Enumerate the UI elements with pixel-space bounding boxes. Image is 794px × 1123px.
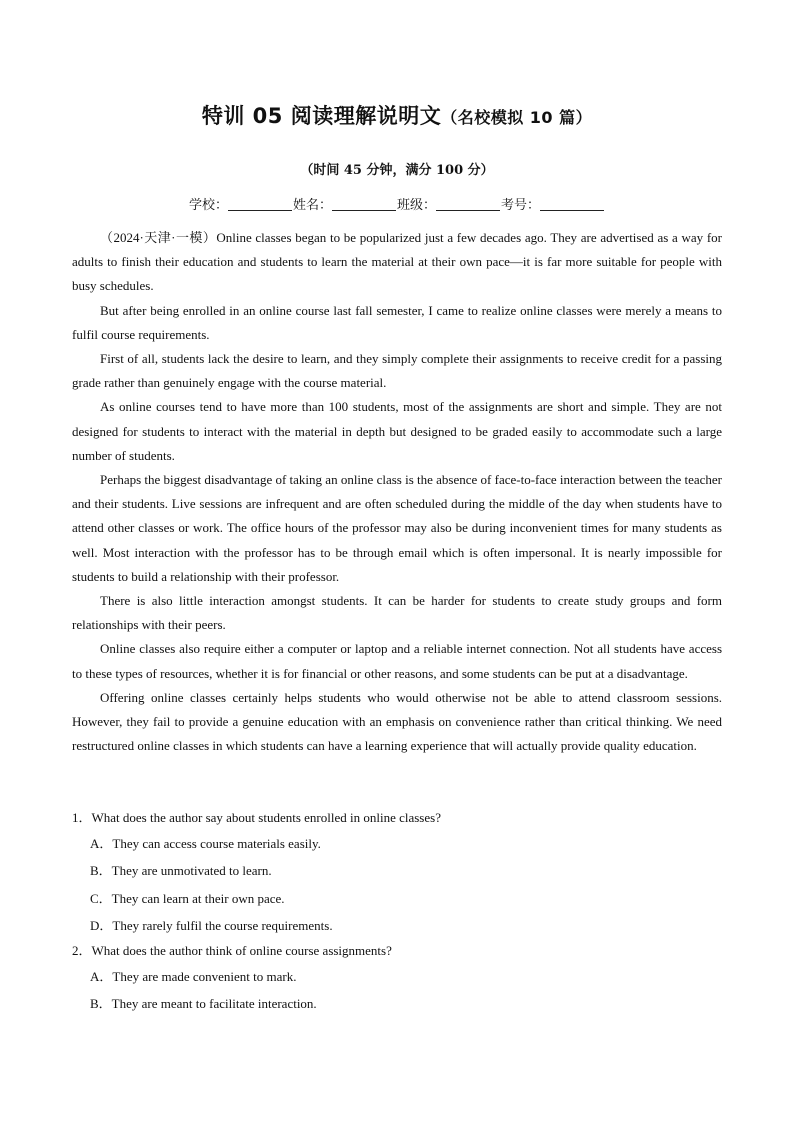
name-label: 姓名： [292,198,332,213]
school-label: 学校： [188,198,228,213]
question-1-option-b[interactable]: B．They are unmotivated to learn. [90,863,272,879]
title-main: 特训 05 阅读理解说明文 [201,104,442,128]
class-blank[interactable] [436,196,500,211]
reading-passage [72,226,722,758]
name-blank[interactable] [332,196,396,211]
class-label: 班级： [397,198,437,213]
passage-paragraph: Offering online classes certainly helps students who would otherwise not be able to attend classroom sessions. However, they fail to provide a genuine education with an emphasis on convenience rather than critical thinking. We need restructured online classes in which students can have a learning experience that will actually provide quality education. [72,689,722,754]
question-2-option-a[interactable]: A．They are made convenient to mark. [90,969,297,985]
passage-paragraph: But after being enrolled in an online course last fall semester, I came to realize online classes were merely a means to fulfil course requirements. [72,302,722,342]
passage-source: （2024·天津·一模） [100,230,217,245]
school-blank[interactable] [228,196,292,211]
time-limit: （时间 45 分钟，满分 100 分） [300,163,494,178]
question-1-stem: 1．What does the author say about students enrolled in online classes? [72,810,441,825]
exam-number-blank[interactable] [540,196,604,211]
passage-paragraph: First of all, students lack the desire to learn, and they simply complete their assignments to receive credit for a passing grade rather than genuinely engage with the course material. [72,351,722,391]
passage-paragraph: Perhaps the biggest disadvantage of taking an online class is the absence of face-to-face interaction between the teacher and their students. Live sessions are infrequent and are often scheduled during the middle of the day when students have to attend other classes or work. The office hours of the professor may also be during inconvenient times for many students as well. Most interaction with the professor has to be through email which is often impersonal. It is nearly impossible for students to build a relationship with their professor. [72,472,722,584]
passage-paragraph: （2024·天津·一模）Online classes began to be popularized just a few decades ago. They are advertised as a way for adults to finish their education and students to learn the material at their own pace—it is far more suitable for people with busy schedules. [72,230,722,294]
page-title [0,100,794,130]
question-1-option-d[interactable]: D．They rarely fulfil the course requirements. [90,917,333,933]
question-2-option-b[interactable]: B．They are meant to facilitate interaction. [90,996,317,1012]
passage-paragraph: There is also little interaction amongst students. It can be harder for students to create study groups and form relationships with their peers. [72,593,722,633]
question-1-option-a[interactable]: A．They can access course materials easily. [90,836,321,851]
title-suffix: （名校模拟 10 篇） [441,108,593,127]
student-info-fields [0,194,794,213]
passage-paragraph: As online courses tend to have more than 100 students, most of the assignments are short and simple. They are not designed for students to interact with the material in depth but designed to be graded easily to accommodate such a large number of students. [72,399,722,463]
passage-paragraph: Online classes also require either a computer or laptop and a reliable internet connection. Not all students have access to these types of resources, whether it is for financial or other reasons, and some students can be put at a disadvantage. [72,641,722,681]
exam-number-label: 考号： [501,198,541,213]
question-1-option-c[interactable]: C．They can learn at their own pace. [90,890,285,906]
question-2-stem: 2．What does the author think of online course assignments? [72,943,392,959]
question-list [72,806,722,1018]
